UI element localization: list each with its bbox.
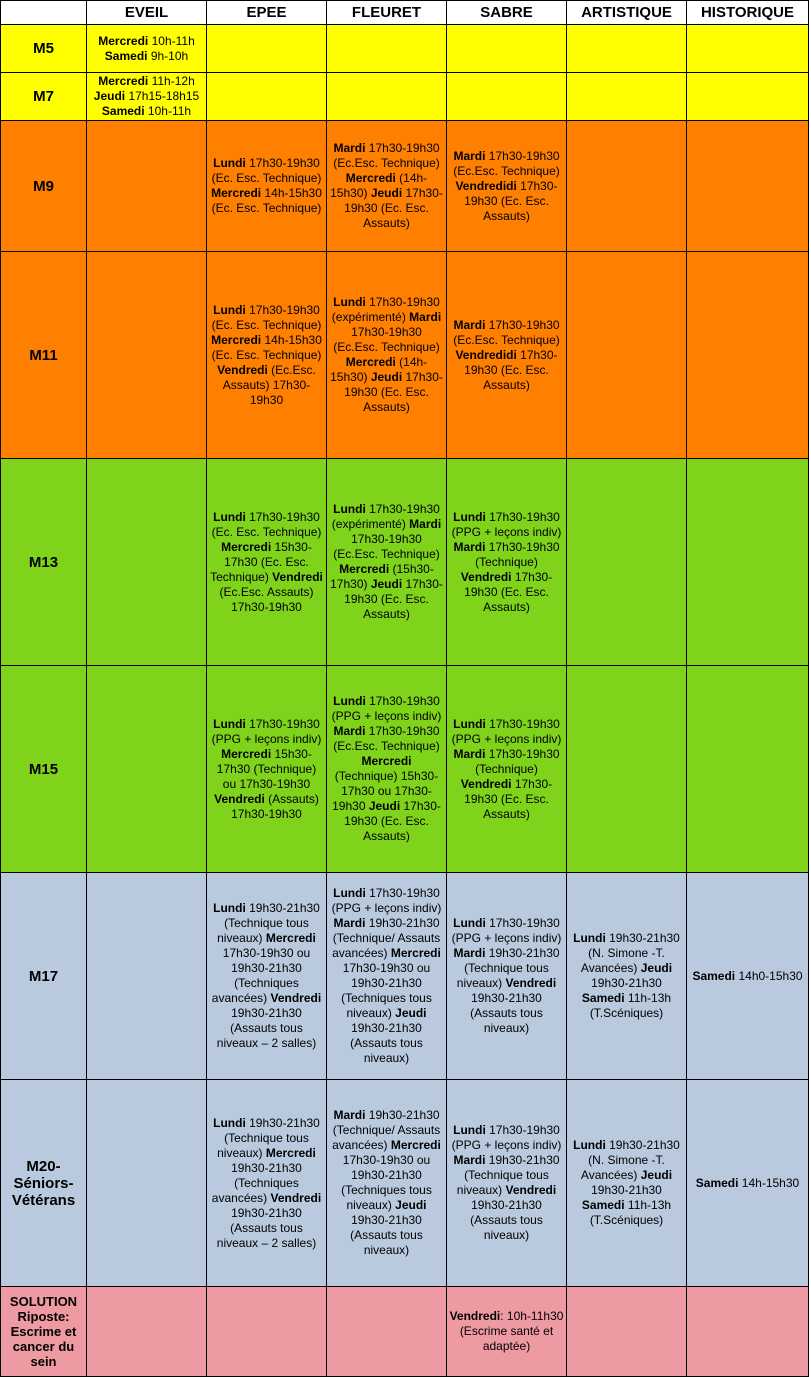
day-label: Vendredidi <box>455 178 517 193</box>
day-label: Mardi <box>409 310 442 324</box>
cell-artistique <box>567 252 687 459</box>
cell-sabre <box>447 252 567 459</box>
time-text: 17h30-19h30 (PPG + leçons indiv) <box>451 1123 562 1152</box>
cell-eveil <box>87 1287 207 1377</box>
header-epee: EPEE <box>207 1 327 25</box>
cell-artistique <box>567 121 687 252</box>
cell-epee <box>207 873 327 1080</box>
time-text: 19h30-21h30 (Assauts tous niveaux – 2 salles) <box>216 1205 317 1250</box>
cell-fleuret <box>327 1080 447 1287</box>
time-text: 15h30-17h30 (Technique) ou 17h30-19h30 <box>216 746 317 791</box>
cell-eveil <box>87 459 207 666</box>
day-label: Vendredi <box>272 569 323 584</box>
cell-fleuret <box>327 252 447 459</box>
cell-fleuret <box>327 666 447 873</box>
day-label: Lundi <box>453 716 486 731</box>
day-label: Jeudi <box>368 799 401 813</box>
cell-artistique <box>567 666 687 873</box>
time-text: 14h-15h30 (Ec. Esc. Technique) <box>211 186 322 215</box>
day-label: Samedi <box>101 104 145 118</box>
day-label: Lundi <box>213 901 246 915</box>
time-text: 17h30-19h30 (PPG + leçons indiv) <box>451 716 562 746</box>
time-text: 17h30-19h30 (PPG + leçons indiv) <box>451 509 562 539</box>
schedule-body <box>1 25 809 1377</box>
time-text: 19h30-21h30 (Assauts tous niveaux) <box>470 991 543 1035</box>
day-label: Jeudi <box>395 1006 427 1020</box>
day-label: Jeudi <box>640 961 673 975</box>
cell-historique <box>687 25 809 73</box>
time-text: 14h0-15h30 <box>735 968 803 983</box>
time-text: 14h-15h30 (Ec. Esc. Technique) <box>211 332 322 362</box>
time-text: 17h30-19h30 (PPG + leçons indiv) <box>331 694 442 723</box>
cell-historique <box>687 873 809 1080</box>
time-text: 17h30-19h30 (Ec. Esc. Technique) <box>211 509 322 539</box>
time-text: 19h30-21h30 (Technique tous niveaux) <box>217 1115 320 1160</box>
time-text: 17h30-19h30 (PPG + leçons indiv) <box>211 716 322 746</box>
day-label: Jeudi <box>370 577 403 591</box>
time-text: 19h30-21h30 (Technique tous niveaux) <box>456 946 560 990</box>
time-text: 17h30-19h30 ou 19h30-21h30 (Techniques avancées) <box>211 946 311 1005</box>
time-text: 17h30-19h30 (expérimenté) <box>331 295 440 324</box>
time-text: 17h30-19h30 (Ec.Esc. Technique) <box>333 724 440 753</box>
day-label: Lundi <box>453 509 486 524</box>
cell-artistique <box>567 873 687 1080</box>
time-text: 17h30-19h30 (PPG + leçons indiv) <box>331 886 442 915</box>
time-text: 19h30-21h30 (Techniques avancées) <box>211 1160 302 1205</box>
row-label: M13 <box>1 459 87 666</box>
day-label: Mercredi <box>390 1138 441 1152</box>
schedule-row <box>1 252 809 459</box>
time-text: 11h-12h <box>148 74 195 88</box>
header-sabre: SABRE <box>447 1 567 25</box>
day-label: Lundi <box>333 295 366 309</box>
time-text: 17h30-19h30 (Ec. Esc. Assauts) <box>464 569 553 614</box>
time-text: 19h30-21h30 (N. Simone -T. Avancées) <box>580 1138 680 1182</box>
time-text: 19h30-21h30 (Technique tous niveaux) <box>456 1153 560 1197</box>
day-label: Samedi <box>695 1175 739 1190</box>
time-text: 15h30-17h30 (Ec. Esc. Technique) <box>210 539 312 584</box>
time-text: 17h30-19h30 (Ec.Esc. Technique) <box>453 317 560 347</box>
day-label: Mercredi <box>221 539 272 554</box>
schedule-row <box>1 1287 809 1377</box>
cell-sabre <box>447 1287 567 1377</box>
day-label: Samedi <box>692 968 736 983</box>
time-text: 11h-13h (T.Scéniques) <box>589 1198 672 1227</box>
day-label: Mercredi <box>265 1145 316 1160</box>
time-text: (14h-15h30) <box>330 171 428 200</box>
day-label: Lundi <box>213 156 246 170</box>
cell-historique <box>687 121 809 252</box>
day-label: Jeudi <box>370 370 403 384</box>
time-text: 17h30-19h30 ou 19h30-21h30 (Techniques tous niveaux) <box>341 1153 432 1212</box>
cell-fleuret <box>327 459 447 666</box>
cell-historique <box>687 666 809 873</box>
cell-sabre <box>447 873 567 1080</box>
day-label: Vendredi <box>217 362 268 377</box>
time-text: 17h30-19h30 (Ec. Esc. Assauts) <box>464 178 558 223</box>
time-text: (Ec.Esc. Assauts) 17h30-19h30 <box>219 584 314 614</box>
day-label: Mercredi <box>339 562 390 576</box>
time-text: 17h30-19h30 (Technique) <box>475 539 560 569</box>
cell-eveil <box>87 666 207 873</box>
header-historique: HISTORIQUE <box>687 1 809 25</box>
time-text: 10h-11h <box>144 104 192 118</box>
day-label: Vendredi <box>270 1190 322 1205</box>
day-label: Mercredi <box>361 754 412 768</box>
day-label: Vendredi <box>449 1309 501 1323</box>
cell-historique <box>687 252 809 459</box>
cell-historique <box>687 73 809 121</box>
schedule-row <box>1 1080 809 1287</box>
cell-historique <box>687 459 809 666</box>
cell-fleuret <box>327 73 447 121</box>
time-text: 17h30-19h30 (Ec. Esc. Technique) <box>211 156 322 185</box>
time-text: (Ec.Esc. Assauts) 17h30-19h30 <box>222 362 316 407</box>
row-label: M9 <box>1 121 87 252</box>
day-label: Mercredi <box>98 33 149 48</box>
day-label: Samedi <box>104 48 148 63</box>
cell-fleuret <box>327 25 447 73</box>
cell-artistique <box>567 73 687 121</box>
time-text: 17h30-19h30 (Ec. Esc. Assauts) <box>344 577 443 621</box>
cell-eveil <box>87 873 207 1080</box>
time-text: 17h30-19h30 (Ec. Esc. Assauts) <box>464 347 558 392</box>
time-text: 19h30-21h30 (Technique/ Assauts avancées) <box>332 1108 441 1152</box>
cell-epee <box>207 121 327 252</box>
time-text: 19h30-21h30 (Assauts tous niveaux) <box>350 1213 423 1257</box>
day-label: Lundi <box>213 716 246 731</box>
day-label: Mercredi <box>211 186 262 200</box>
time-text: 17h30-19h30 (Ec.Esc. Technique) <box>453 148 560 178</box>
cell-sabre <box>447 459 567 666</box>
day-label: Vendredi <box>214 791 265 806</box>
day-label: Mardi <box>453 946 486 960</box>
day-label: Mercredi <box>211 332 262 347</box>
day-label: Samedi <box>581 991 625 1005</box>
day-label: Lundi <box>453 916 486 930</box>
day-label: Vendredi <box>505 976 557 990</box>
cell-artistique <box>567 459 687 666</box>
day-label: Mardi <box>453 539 486 554</box>
time-text: 19h30-21h30 (Assauts tous niveaux – 2 salles) <box>216 1006 317 1050</box>
day-label: Mercredi <box>265 931 316 945</box>
time-text: (15h30-17h30) <box>330 562 434 591</box>
schedule-row <box>1 25 809 73</box>
schedule-row <box>1 459 809 666</box>
day-label: Mercredi <box>345 171 396 185</box>
day-label: Vendredi <box>270 991 322 1005</box>
day-label: Mardi <box>453 1153 486 1167</box>
time-text: 19h30-21h30 (Assauts tous niveaux) <box>350 1021 423 1065</box>
day-label: Vendredi <box>505 1183 557 1197</box>
time-text: (Assauts) 17h30-19h30 <box>231 791 319 821</box>
day-label: Lundi <box>573 1138 606 1152</box>
day-label: Lundi <box>213 302 246 317</box>
cell-epee <box>207 73 327 121</box>
time-text: : 10h-11h30 (Escrime santé et adaptée) <box>459 1309 564 1353</box>
time-text: 17h30-19h30 (Ec. Esc. Assauts) <box>464 776 553 821</box>
day-label: Mardi <box>453 317 486 332</box>
day-label: Mercredi <box>390 946 441 960</box>
day-label: Vendredi <box>460 569 512 584</box>
day-label: Vendredi <box>460 776 512 791</box>
time-text: 17h30-19h30 (Ec. Esc. Assauts) <box>344 370 443 414</box>
header-artistique: ARTISTIQUE <box>567 1 687 25</box>
row-label: M11 <box>1 252 87 459</box>
time-text: 19h30-21h30 (Technique tous niveaux) <box>217 901 320 945</box>
cell-sabre <box>447 121 567 252</box>
day-label: Lundi <box>333 502 366 516</box>
day-label: Lundi <box>333 886 366 900</box>
time-text: 19h30-21h30 <box>591 1183 662 1197</box>
cell-historique <box>687 1080 809 1287</box>
cell-fleuret <box>327 1287 447 1377</box>
time-text: 17h30-19h30 (Ec. Esc. Assauts) <box>344 186 443 230</box>
cell-sabre <box>447 666 567 873</box>
header-corner <box>1 1 87 25</box>
cell-epee <box>207 1080 327 1287</box>
day-label: Jeudi <box>395 1198 427 1212</box>
day-label: Lundi <box>453 1123 486 1137</box>
cell-fleuret <box>327 873 447 1080</box>
cell-sabre <box>447 73 567 121</box>
cell-fleuret <box>327 121 447 252</box>
cell-eveil <box>87 121 207 252</box>
time-text: 17h30-19h30 (Ec. Esc. Assauts) <box>344 799 441 843</box>
day-label: Vendredidi <box>455 347 517 362</box>
day-label: Lundi <box>573 931 606 945</box>
day-label: Mardi <box>333 1108 366 1122</box>
row-label: M17 <box>1 873 87 1080</box>
cell-epee <box>207 25 327 73</box>
day-label: Mercredi <box>98 74 149 88</box>
cell-epee <box>207 252 327 459</box>
time-text: 17h30-19h30 (Technique) <box>475 746 560 776</box>
day-label: Mardi <box>333 141 366 155</box>
time-text: 19h30-21h30 <box>591 976 662 990</box>
day-label: Mardi <box>333 916 366 930</box>
day-label: Mardi <box>409 517 442 531</box>
day-label: Lundi <box>213 1115 246 1130</box>
day-label: Mercredi <box>221 746 272 761</box>
header-row <box>1 1 809 25</box>
day-label: Mercredi <box>345 355 396 369</box>
day-label: Jeudi <box>93 89 126 103</box>
schedule-row <box>1 666 809 873</box>
row-label: SOLUTION Riposte: Escrime et cancer du sein <box>1 1287 87 1377</box>
cell-epee <box>207 666 327 873</box>
row-label: M15 <box>1 666 87 873</box>
day-label: Jeudi <box>370 186 403 200</box>
day-label: Mardi <box>333 724 366 738</box>
cell-historique <box>687 1287 809 1377</box>
cell-eveil <box>87 1080 207 1287</box>
time-text: (Technique) 15h30-17h30 ou 17h30-19h30 <box>332 769 439 813</box>
time-text: 9h-10h <box>147 48 189 63</box>
cell-sabre <box>447 25 567 73</box>
header-eveil: EVEIL <box>87 1 207 25</box>
schedule-row <box>1 873 809 1080</box>
time-text: 19h30-21h30 (Technique/ Assauts avancées) <box>332 916 441 960</box>
schedule-row <box>1 121 809 252</box>
time-text: 17h30-19h30 (PPG + leçons indiv) <box>451 916 562 945</box>
time-text: 11h-13h (T.Scéniques) <box>589 991 672 1020</box>
day-label: Samedi <box>581 1198 625 1212</box>
day-label: Lundi <box>333 694 366 708</box>
cell-sabre <box>447 1080 567 1287</box>
time-text: 17h15-18h15 <box>125 89 200 103</box>
day-label: Lundi <box>213 509 246 524</box>
day-label: Mardi <box>453 746 486 761</box>
cell-epee <box>207 1287 327 1377</box>
time-text: 14h-15h30 <box>738 1175 800 1190</box>
time-text: 17h30-19h30 ou 19h30-21h30 (Techniques tous niveaux) <box>341 961 432 1020</box>
row-label: M5 <box>1 25 87 73</box>
time-text: 19h30-21h30 (Assauts tous niveaux) <box>470 1198 543 1242</box>
cell-artistique <box>567 1287 687 1377</box>
time-text: 17h30-19h30 (Ec.Esc. Technique) <box>333 325 440 354</box>
cell-eveil <box>87 73 207 121</box>
day-label: Mardi <box>453 148 486 163</box>
time-text: 19h30-21h30 (N. Simone -T. Avancées) <box>580 931 680 975</box>
row-label: M7 <box>1 73 87 121</box>
time-text: 17h30-19h30 (Ec. Esc. Technique) <box>211 302 322 332</box>
cell-epee <box>207 459 327 666</box>
day-label: Jeudi <box>640 1168 673 1182</box>
cell-artistique <box>567 1080 687 1287</box>
cell-artistique <box>567 25 687 73</box>
cell-eveil <box>87 252 207 459</box>
header-fleuret: FLEURET <box>327 1 447 25</box>
time-text: 17h30-19h30 (Ec.Esc. Technique) <box>333 141 440 170</box>
time-text: 17h30-19h30 (expérimenté) <box>331 502 440 531</box>
row-label: M20-Séniors-Vétérans <box>1 1080 87 1287</box>
time-text: 10h-11h <box>148 33 195 48</box>
time-text: (14h-15h30) <box>330 355 428 384</box>
time-text: 17h30-19h30 (Ec.Esc. Technique) <box>333 532 440 561</box>
schedule-row <box>1 73 809 121</box>
cell-eveil <box>87 25 207 73</box>
